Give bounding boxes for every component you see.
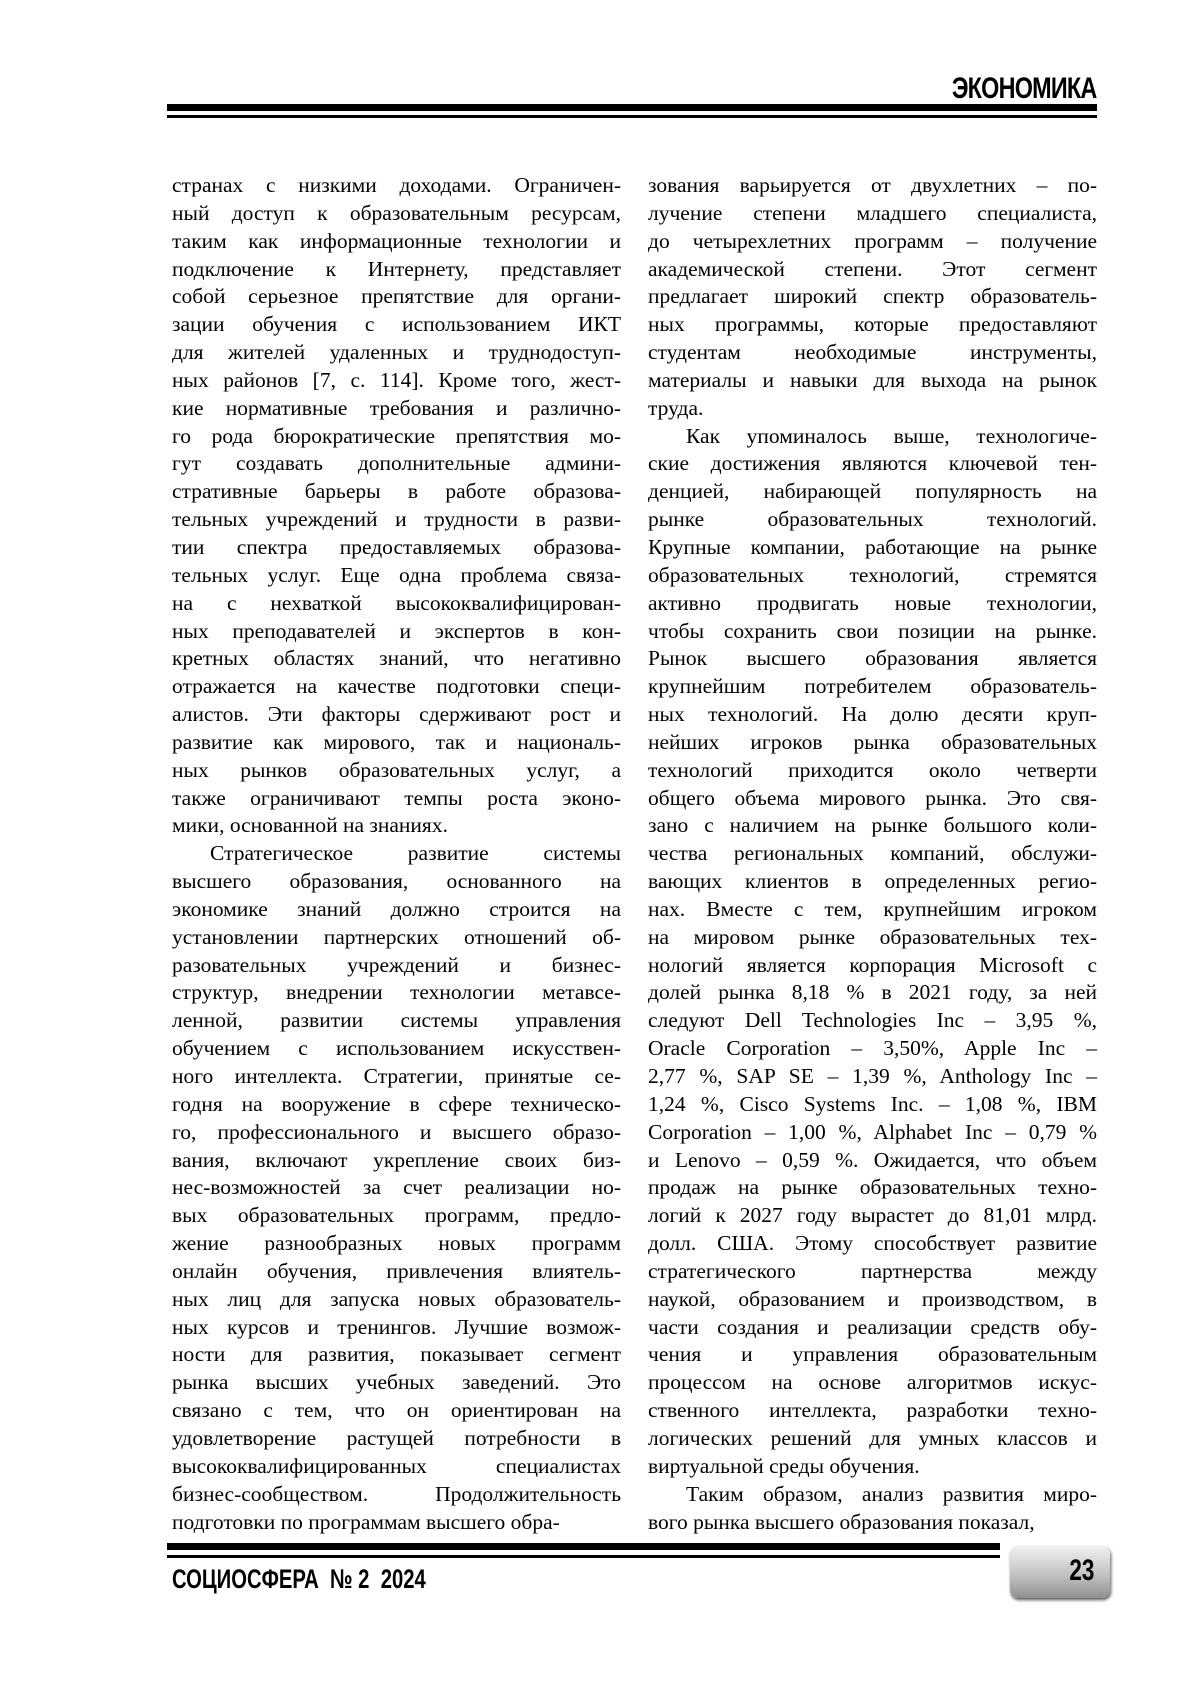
page-number-badge [1010,1546,1110,1598]
header-rule-thin [167,115,1097,118]
text-line: рынка высших учебных заведений. Это [172,1369,621,1397]
text-line: ские достижения являются ключевой тен- [648,450,1097,478]
text-line: чества региональных компаний, обслужи- [648,840,1097,868]
text-line: отражается на качестве подготовки специ- [172,673,621,701]
text-line: чтобы сохранить свои позиции на рынке. [648,618,1097,646]
text-line: вых образовательных программ, предло- [172,1202,621,1230]
text-line: Крупные компании, работающие на рынке [648,534,1097,562]
text-line: вого рынка высшего образования показал, [648,1509,1097,1537]
text-line: нейших игроков рынка образовательных [648,729,1097,757]
text-line: тельных услуг. Еще одна проблема связа- [172,562,621,590]
text-line: виртуальной среды обучения. [648,1453,1097,1481]
text-line: долей рынка 8,18 % в 2021 году, за ней [648,979,1097,1007]
text-line: на мировом рынке образовательных тех- [648,924,1097,952]
text-line: студентам необходимые инструменты, [648,339,1097,367]
text-line: таким как информационные технологии и [172,228,621,256]
text-line: го, профессионального и высшего образо- [172,1119,621,1147]
text-line: экономике знаний должно строится на [172,896,621,924]
text-line: логий к 2027 году вырастет до 81,01 млрд. [648,1202,1097,1230]
text-line: стратегического партнерства между [648,1258,1097,1286]
text-line: также ограничивают темпы роста эконо- [172,785,621,813]
text-line: установлении партнерских отношений об- [172,924,621,952]
text-line: мики, основанной на знаниях. [172,812,621,840]
text-line: ственного интеллекта, разработки техно- [648,1397,1097,1425]
text-line: развитие как мирового, так и националь- [172,729,621,757]
text-line: и Lenovo – 0,59 %. Ожидается, что объем [648,1147,1097,1175]
text-line: нес-возможностей за счет реализации но- [172,1174,621,1202]
text-line: кие нормативные требования и различно- [172,395,621,423]
text-line: продаж на рынке образовательных техно- [648,1174,1097,1202]
text-line: предлагает широкий спектр образователь- [648,283,1097,311]
text-line: для жителей удаленных и труднодоступ- [172,339,621,367]
text-line: гут создавать дополнительные админи- [172,450,621,478]
text-line: странах с низкими доходами. Ограничен- [172,172,621,200]
text-line: логических решений для умных классов и [648,1425,1097,1453]
text-line: ных районов [7, с. 114]. Кроме того, жест- [172,367,621,395]
text-line: ного интеллекта. Стратегии, принятые се- [172,1063,621,1091]
text-line: зации обучения с использованием ИКТ [172,311,621,339]
text-line: высококвалифицированных специалистах [172,1453,621,1481]
text-line: алистов. Эти факторы сдерживают рост и [172,701,621,729]
text-line: на с нехваткой высококвалифицирован- [172,590,621,618]
text-line: разовательных учреждений и бизнес- [172,952,621,980]
text-line: академической степени. Этот сегмент [648,256,1097,284]
text-line: подготовки по программам высшего обра- [172,1509,621,1537]
text-line: Рынок высшего образования является [648,645,1097,673]
text-line: годня на вооружение в сфере техническо- [172,1091,621,1119]
footer-rule-thin [167,1555,1000,1558]
text-line: чения и управления образовательным [648,1341,1097,1369]
text-line: 2,77 %, SAP SE – 1,39 %, Anthology Inc – [648,1063,1097,1091]
text-line: бизнес-сообществом. Продолжительность [172,1481,621,1509]
left-column [172,172,621,1536]
text-line: вающих клиентов в определенных регио- [648,868,1097,896]
text-line: высшего образования, основанного на [172,868,621,896]
text-line: ных курсов и тренингов. Лучшие возмож- [172,1314,621,1342]
header-rule-thick [167,104,1097,111]
text-line: тельных учреждений и трудности в разви- [172,506,621,534]
text-line: до четырехлетних программ – получение [648,228,1097,256]
text-line: ных технологий. На долю десяти круп- [648,701,1097,729]
text-line: технологий приходится около четверти [648,757,1097,785]
text-line: ных преподавателей и экспертов в кон- [172,618,621,646]
text-line: удовлетворение растущей потребности в [172,1425,621,1453]
text-line: активно продвигать новые технологии, [648,590,1097,618]
text-line: зования варьируется от двухлетних – по- [648,172,1097,200]
text-line: денцией, набирающей популярность на [648,478,1097,506]
text-line: образовательных технологий, стремятся [648,562,1097,590]
text-line: ленной, развитии системы управления [172,1007,621,1035]
text-line: части создания и реализации средств обу- [648,1314,1097,1342]
text-line: долл. США. Этому способствует развитие [648,1230,1097,1258]
text-line: связано с тем, что он ориентирован на [172,1397,621,1425]
text-line: вания, включают укрепление своих биз- [172,1147,621,1175]
text-line: жение разнообразных новых программ [172,1230,621,1258]
text-line: зано с наличием на рынке большого коли- [648,812,1097,840]
text-line: нах. Вместе с тем, крупнейшим игроком [648,896,1097,924]
text-line: тии спектра предоставляемых образова- [172,534,621,562]
text-line: материалы и навыки для выхода на рынок [648,367,1097,395]
text-line: общего объема мирового рынка. Это свя- [648,785,1097,813]
right-column [648,172,1097,1536]
text-line: процессом на основе алгоритмов искус- [648,1369,1097,1397]
text-line: лучение степени младшего специалиста, [648,200,1097,228]
text-line: рынке образовательных технологий. [648,506,1097,534]
text-line: кретных областях знаний, что негативно [172,645,621,673]
text-line: следуют Dell Technologies Inc – 3,95 %, [648,1007,1097,1035]
section-title: ЭКОНОМИКА [952,72,1097,106]
text-line: наукой, образованием и производством, в [648,1286,1097,1314]
text-line: труда. [648,395,1097,423]
text-line: Oracle Corporation – 3,50%, Apple Inc – [648,1035,1097,1063]
text-line: ных рынков образовательных услуг, а [172,757,621,785]
text-line: 1,24 %, Cisco Systems Inc. – 1,08 %, IBM [648,1091,1097,1119]
text-line: подключение к Интернету, представляет [172,256,621,284]
text-line: собой серьезное препятствие для органи- [172,283,621,311]
text-line: структур, внедрении технологии метавсе- [172,979,621,1007]
text-line: крупнейшим потребителем образователь- [648,673,1097,701]
text-line: Как упоминалось выше, технологиче- [648,423,1097,451]
journal-title: СОЦИОСФЕРА № 2 2024 [172,1564,426,1595]
text-line: стративные барьеры в работе образова- [172,478,621,506]
text-line: Таким образом, анализ развития миро- [648,1481,1097,1509]
text-line: ный доступ к образовательным ресурсам, [172,200,621,228]
text-line: Стратегическое развитие системы [172,840,621,868]
text-line: нологий является корпорация Microsoft с [648,952,1097,980]
text-line: ных программы, которые предоставляют [648,311,1097,339]
text-line: обучением с использованием искусствен- [172,1035,621,1063]
text-line: ных лиц для запуска новых образователь- [172,1286,621,1314]
text-line: онлайн обучения, привлечения влиятель- [172,1258,621,1286]
footer-rule-thick [167,1543,1000,1550]
text-line: го рода бюрократические препятствия мо- [172,423,621,451]
text-line: ности для развития, показывает сегмент [172,1341,621,1369]
page-number: 23 [1069,1554,1094,1588]
text-line: Corporation – 1,00 %, Alphabet Inc – 0,79 % [648,1119,1097,1147]
